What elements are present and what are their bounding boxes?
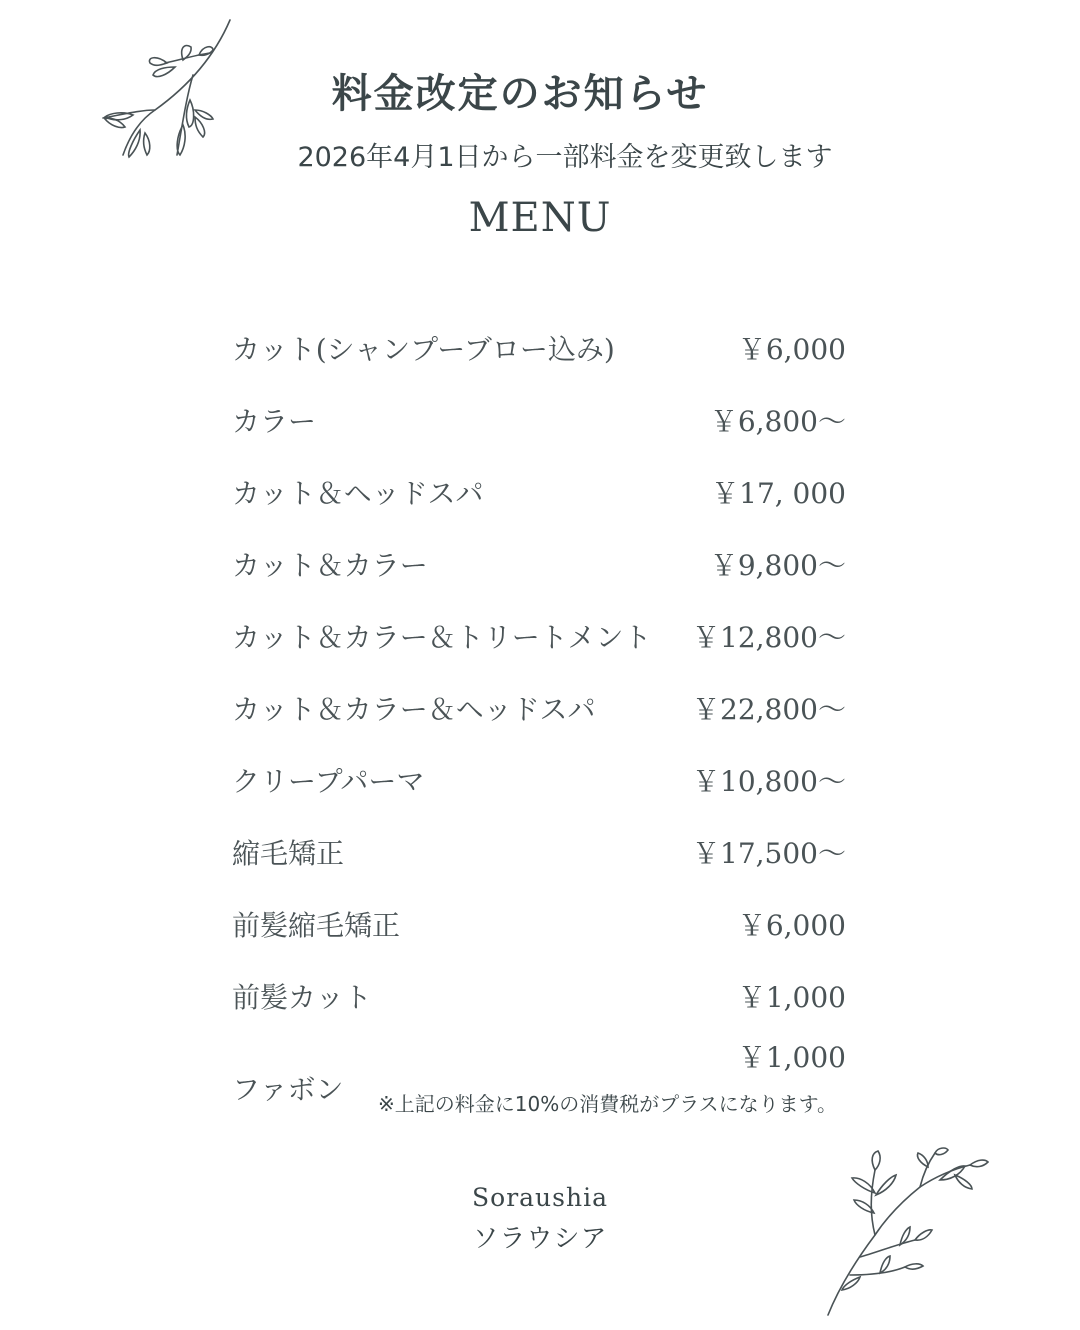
menu-item-price: ￥22,800～	[692, 693, 846, 726]
menu-item-price: ￥17, 000	[711, 477, 846, 510]
menu-item-name: カット＆カラー	[232, 549, 428, 582]
menu-item-price: ￥17,500～	[692, 837, 846, 870]
list-item	[232, 390, 846, 462]
menu-item-name: カット＆カラー＆ヘッドスパ	[232, 693, 596, 726]
price-list	[232, 318, 846, 1110]
menu-item-name: カット(シャンプーブロー込み)	[232, 333, 615, 366]
leaf-branch-icon	[820, 1145, 990, 1320]
menu-item-name: ファボン	[232, 1073, 344, 1106]
list-item	[232, 678, 846, 750]
list-item	[232, 966, 846, 1038]
menu-item-name: カット＆カラー＆トリートメント	[232, 621, 652, 654]
list-item	[232, 318, 846, 390]
list-item	[232, 534, 846, 606]
tax-note: ※上記の料金に10%の消費税がプラスになります。	[378, 1092, 838, 1116]
menu-item-price: ￥6,800～	[709, 405, 846, 438]
announcement-subtitle: 2026年4月1日から一部料金を変更致します	[297, 142, 833, 173]
list-item	[232, 822, 846, 894]
menu-item-price: ￥9,800～	[709, 549, 846, 582]
menu-item-name: 縮毛矯正	[232, 837, 345, 870]
menu-item-name: クリープパーマ	[232, 765, 425, 798]
menu-item-price: ￥1,000	[737, 1041, 846, 1074]
menu-item-name: カラー	[232, 405, 317, 438]
menu-item-price: ￥10,800～	[692, 765, 846, 798]
menu-heading: MENU	[468, 195, 612, 241]
shop-name: Soraushia	[472, 1183, 608, 1212]
list-item	[232, 462, 846, 534]
menu-item-price: ￥6,000	[737, 333, 846, 366]
page-title: 料金改定のお知らせ	[331, 71, 709, 117]
menu-item-name: カット＆ヘッドスパ	[232, 477, 484, 510]
menu-item-price: ￥12,800～	[692, 621, 846, 654]
menu-item-price: ￥1,000	[737, 981, 846, 1014]
shop-name-kana: ソラウシア	[472, 1224, 608, 1254]
list-item	[232, 894, 846, 966]
menu-item-name: 前髪縮毛矯正	[232, 909, 401, 942]
menu-item-price: ￥6,000	[737, 909, 846, 942]
list-item	[232, 606, 846, 678]
menu-item-name: 前髪カット	[232, 981, 372, 1014]
list-item	[232, 750, 846, 822]
